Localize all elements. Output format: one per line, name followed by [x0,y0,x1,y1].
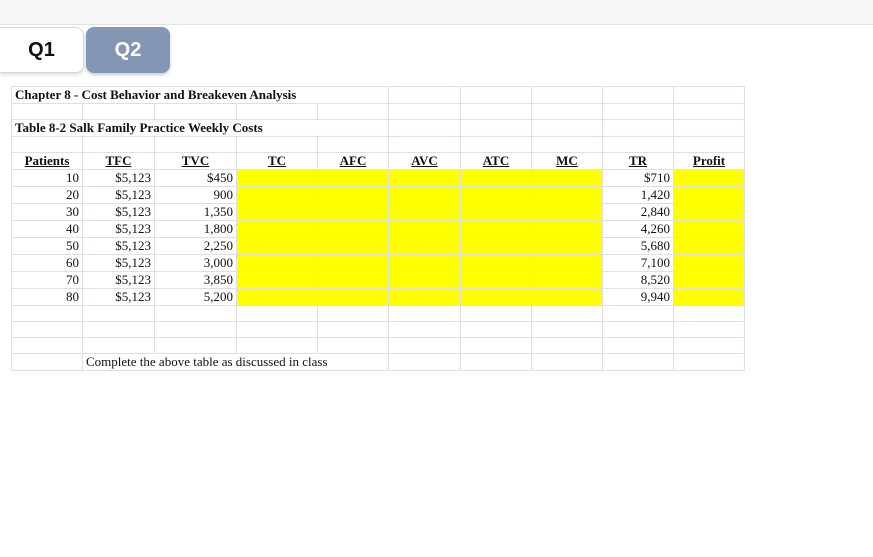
header-afc: AFC [318,153,389,170]
table-row [12,272,745,289]
footer-note: Complete the above table as discussed in class [83,354,389,371]
tfc-cell: $5,123 [83,221,155,238]
tfc-cell: $5,123 [83,187,155,204]
afc-input[interactable] [318,289,389,306]
atc-input[interactable] [461,170,532,187]
tc-input[interactable] [237,255,318,272]
tvc-cell: 2,250 [155,238,237,255]
profit-input[interactable] [674,238,745,255]
tfc-cell: $5,123 [83,238,155,255]
tc-input[interactable] [237,221,318,238]
tr-cell: 8,520 [603,272,674,289]
mc-input[interactable] [532,289,603,306]
table-row [12,255,745,272]
avc-input[interactable] [389,289,461,306]
table-row [12,238,745,255]
top-bar [0,0,873,25]
tab-q1[interactable]: Q1 [0,27,84,73]
table-row [12,221,745,238]
avc-input[interactable] [389,170,461,187]
header-tc: TC [237,153,318,170]
mc-input[interactable] [532,187,603,204]
mc-input[interactable] [532,238,603,255]
spreadsheet [11,86,745,371]
afc-input[interactable] [318,221,389,238]
header-row [12,153,745,170]
tvc-cell: 900 [155,187,237,204]
tr-cell: 7,100 [603,255,674,272]
cell[interactable] [603,87,674,104]
afc-input[interactable] [318,204,389,221]
chapter-title: Chapter 8 - Cost Behavior and Breakeven Analysis [12,87,389,104]
tfc-cell: $5,123 [83,272,155,289]
atc-input[interactable] [461,221,532,238]
avc-input[interactable] [389,272,461,289]
cost-table [11,86,745,371]
cell[interactable] [389,87,461,104]
atc-input[interactable] [461,204,532,221]
profit-input[interactable] [674,187,745,204]
afc-input[interactable] [318,255,389,272]
afc-input[interactable] [318,170,389,187]
cell[interactable] [674,87,745,104]
tfc-cell: $5,123 [83,289,155,306]
mc-input[interactable] [532,255,603,272]
patients-cell: 20 [12,187,83,204]
avc-input[interactable] [389,238,461,255]
atc-input[interactable] [461,272,532,289]
patients-cell: 80 [12,289,83,306]
profit-input[interactable] [674,289,745,306]
avc-input[interactable] [389,204,461,221]
header-profit: Profit [674,153,745,170]
mc-input[interactable] [532,221,603,238]
header-atc: ATC [461,153,532,170]
profit-input[interactable] [674,221,745,238]
tvc-cell: 3,850 [155,272,237,289]
header-avc: AVC [389,153,461,170]
patients-cell: 10 [12,170,83,187]
tr-cell: 2,840 [603,204,674,221]
atc-input[interactable] [461,255,532,272]
tvc-cell: $450 [155,170,237,187]
tr-cell: 4,260 [603,221,674,238]
header-tr: TR [603,153,674,170]
header-mc: MC [532,153,603,170]
afc-input[interactable] [318,238,389,255]
tr-cell: 5,680 [603,238,674,255]
tvc-cell: 5,200 [155,289,237,306]
afc-input[interactable] [318,187,389,204]
tc-input[interactable] [237,238,318,255]
tc-input[interactable] [237,204,318,221]
mc-input[interactable] [532,170,603,187]
patients-cell: 50 [12,238,83,255]
profit-input[interactable] [674,204,745,221]
patients-cell: 30 [12,204,83,221]
atc-input[interactable] [461,238,532,255]
profit-input[interactable] [674,255,745,272]
afc-input[interactable] [318,272,389,289]
patients-cell: 40 [12,221,83,238]
tvc-cell: 3,000 [155,255,237,272]
profit-input[interactable] [674,170,745,187]
header-patients: Patients [12,153,83,170]
table-row [12,289,745,306]
header-tvc: TVC [155,153,237,170]
avc-input[interactable] [389,187,461,204]
tr-cell: $710 [603,170,674,187]
tr-cell: 1,420 [603,187,674,204]
tvc-cell: 1,350 [155,204,237,221]
tab-q2[interactable]: Q2 [86,27,170,73]
header-tfc: TFC [83,153,155,170]
tfc-cell: $5,123 [83,204,155,221]
atc-input[interactable] [461,289,532,306]
patients-cell: 60 [12,255,83,272]
mc-input[interactable] [532,272,603,289]
tr-cell: 9,940 [603,289,674,306]
cell[interactable] [532,87,603,104]
table-row [12,204,745,221]
tfc-cell: $5,123 [83,255,155,272]
tfc-cell: $5,123 [83,170,155,187]
table-row [12,187,745,204]
cell[interactable] [461,87,532,104]
tc-input[interactable] [237,272,318,289]
tc-input[interactable] [237,170,318,187]
tvc-cell: 1,800 [155,221,237,238]
avc-input[interactable] [389,255,461,272]
avc-input[interactable] [389,221,461,238]
table-title: Table 8-2 Salk Family Practice Weekly Costs [12,120,389,137]
patients-cell: 70 [12,272,83,289]
mc-input[interactable] [532,204,603,221]
atc-input[interactable] [461,187,532,204]
tc-input[interactable] [237,187,318,204]
table-row [12,170,745,187]
profit-input[interactable] [674,272,745,289]
tc-input[interactable] [237,289,318,306]
